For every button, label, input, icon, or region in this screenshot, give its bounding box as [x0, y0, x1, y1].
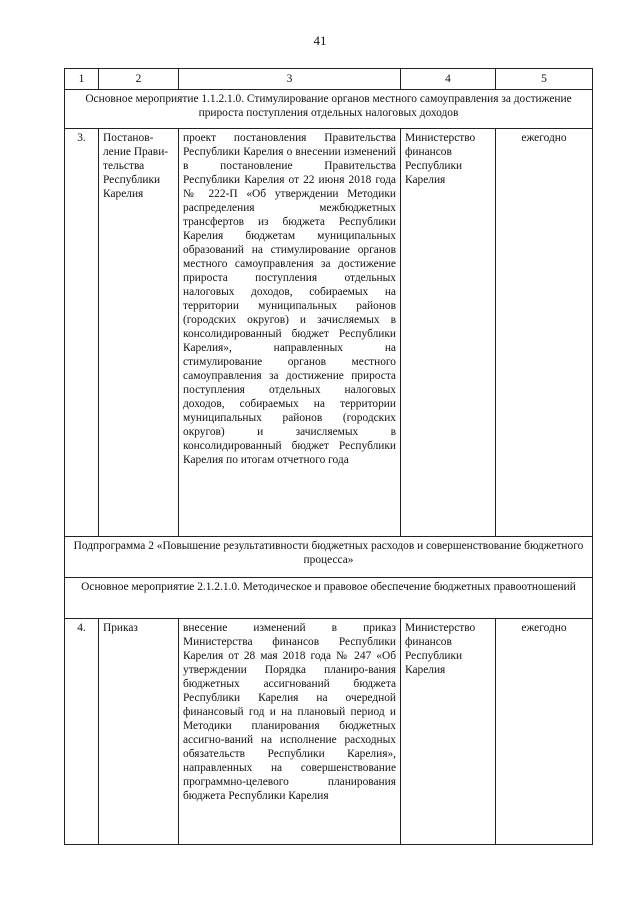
document-type: Приказ	[99, 619, 179, 845]
executor: Министерство финансов Республики Карелия	[401, 619, 496, 845]
section-row	[65, 90, 593, 129]
column-header: 3	[179, 69, 401, 90]
column-header: 1	[65, 69, 99, 90]
document-content: проект постановления Правительства Республики Карелия о внесении изменений в постановление Правительства Республики Карелия от 22 июня 2018 года № 222-П «Об утверждении Методики распределения межбюджетных трансфертов из бюджета Республики Карелия бюджетам муниципальных образований на стимулирование органов местного самоуправления за достижение прироста поступления отдельных налоговых доходов, собираемых на территории муниципальных районов (городских округов) и зачисляемых в консолидированный бюджет Республики Карелия», направленных на стимулирование органов местного самоуправления за достижение прироста поступления отдельных налоговых доходов, собираемых на территории муниципальных районов (городских округов) и зачисляемых в консолидированный бюджет Республики Карелия по итогам отчетного года	[179, 129, 401, 537]
document-type: Постанов-ление Прави-тельства Республики Карелия	[99, 129, 179, 537]
period: ежегодно	[496, 129, 593, 537]
column-header: 4	[401, 69, 496, 90]
period: ежегодно	[496, 619, 593, 845]
row-number: 4.	[65, 619, 99, 845]
column-header: 5	[496, 69, 593, 90]
section-title: Подпрограмма 2 «Повышение результативности бюджетных расходов и совершенствование бюджетного процесса»	[65, 537, 593, 578]
column-header: 2	[99, 69, 179, 90]
table-header-row	[65, 69, 593, 90]
section-title: Основное мероприятие 2.1.2.1.0. Методическое и правовое обеспечение бюджетных правоотношений	[65, 578, 593, 619]
section-row	[65, 578, 593, 619]
plan-table	[64, 68, 593, 845]
row-number: 3.	[65, 129, 99, 537]
executor: Министерство финансов Республики Карелия	[401, 129, 496, 537]
document-content: внесение изменений в приказ Министерства финансов Республики Карелия от 28 мая 2018 года № 247 «Об утверждении Порядка планиро-вания бюджетных ассигнований бюджета Республики Карелия на очередной финансовый год и на плановый период и Методики планирования бюджетных ассигно-ваний на исполнение расходных обязательств Республики Карелия», направленных на совершенствование программно-целевого планирования бюджета Республики Карелия	[179, 619, 401, 845]
table-row	[65, 129, 593, 537]
section-row	[65, 537, 593, 578]
page-number: 41	[313, 33, 327, 48]
section-title: Основное мероприятие 1.1.2.1.0. Стимулирование органов местного самоуправления за достижение прироста поступления отдельных налоговых доходов	[65, 90, 593, 129]
table-row	[65, 619, 593, 845]
